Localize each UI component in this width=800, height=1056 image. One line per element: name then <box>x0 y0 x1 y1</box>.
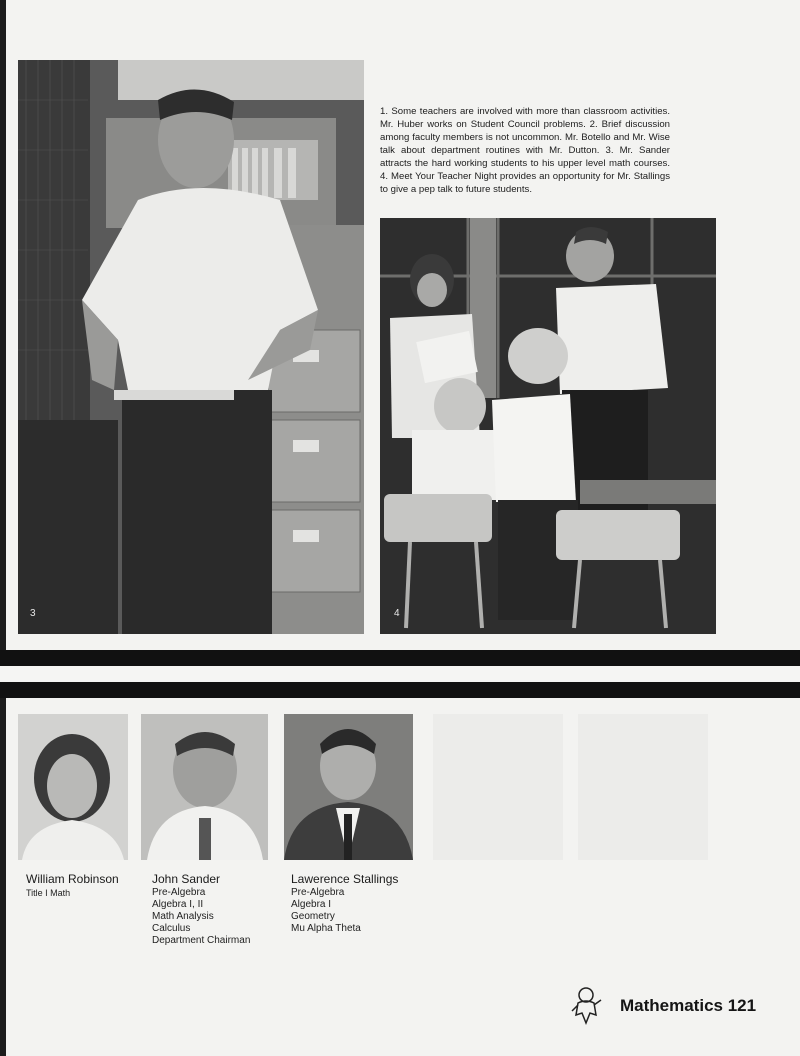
photo4-illustration <box>380 218 716 634</box>
photo-teacher-at-chalkboard <box>18 60 364 634</box>
section-title: Mathematics <box>620 996 723 1015</box>
divider-bar-bottom <box>0 682 800 698</box>
photo3-illustration <box>18 60 364 634</box>
faded-portrait-placeholder-2 <box>578 714 708 860</box>
page-footer <box>620 996 756 1016</box>
faded-portrait-placeholder-1 <box>433 714 563 860</box>
photo4-number: 4 <box>394 608 400 619</box>
portrait2-illustration <box>141 714 268 860</box>
course-item: Math Analysis <box>152 911 214 922</box>
faculty-name-robinson: William Robinson <box>26 872 119 886</box>
course-item: Algebra I, II <box>152 899 204 910</box>
course-item: Calculus <box>152 923 191 934</box>
page-binding-edge <box>0 0 6 1056</box>
faculty-courses-robinson <box>26 887 70 899</box>
course-item: Department Chairman <box>152 935 251 946</box>
faculty-name-sander: John Sander <box>152 872 221 886</box>
faculty-name-stallings: Lawerence Stallings <box>291 872 399 886</box>
divider-gap <box>0 666 800 682</box>
course-item: Geometry <box>291 911 335 922</box>
faculty-courses-sander <box>152 887 250 947</box>
photo3-number: 3 <box>30 608 36 619</box>
portrait1-illustration <box>18 714 128 860</box>
course-item: Title I Math <box>26 888 71 898</box>
photo-teacher-with-students <box>380 218 716 634</box>
photo-caption: 1. Some teachers are involved with more than classroom activities. Mr. Huber works on Student Council problems. 2. Brief discussion among faculty members is not uncommon. Mr. Botello and Mr. Wise talk about department routines with Mr. Dutton. 3. Mr. Sander attracts the hard working students to his upper level math courses. 4. Meet Your Teacher Night provides an opportunity for Mr. Stallings to give a pep talk to future students. <box>380 106 670 195</box>
course-item: Pre-Algebra <box>291 887 345 898</box>
portrait-william-robinson <box>18 714 128 860</box>
course-item: Mu Alpha Theta <box>291 923 361 934</box>
course-item: Pre-Algebra <box>152 887 206 898</box>
faculty-courses-stallings <box>291 887 361 935</box>
course-item: Algebra I <box>291 899 332 910</box>
mascot-icon <box>570 985 604 1025</box>
divider-bar-top <box>0 650 800 666</box>
portrait-lawerence-stallings <box>284 714 413 860</box>
page-number: 121 <box>727 996 757 1015</box>
portrait-john-sander <box>141 714 268 860</box>
portrait3-illustration <box>284 714 413 860</box>
